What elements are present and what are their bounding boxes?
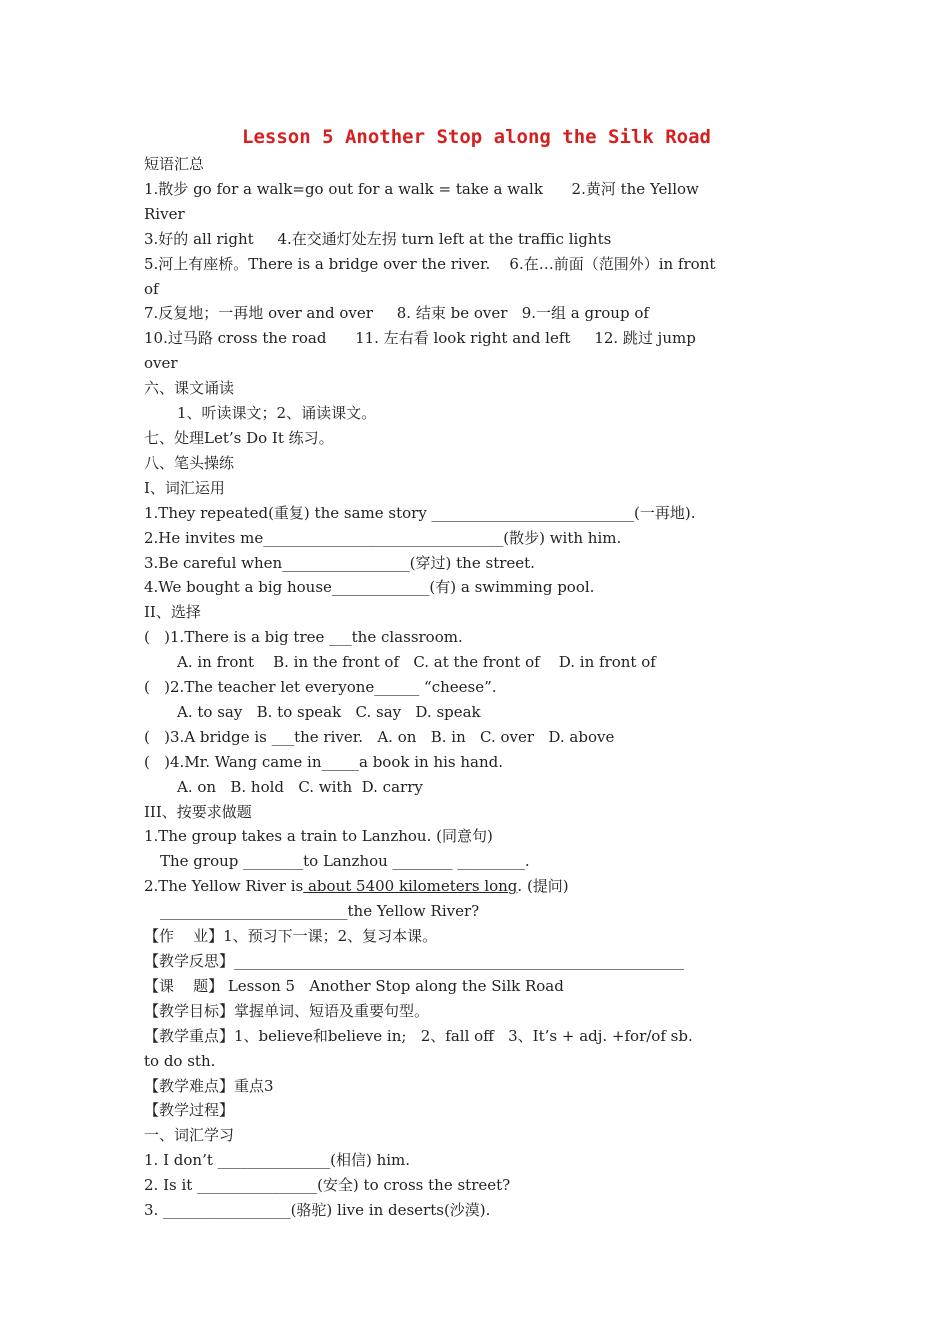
line-text: River — [144, 204, 185, 223]
document-line — [144, 675, 809, 700]
document-line — [144, 874, 809, 899]
line-text: _________________________the Yellow River? — [160, 902, 480, 921]
line-text: 一、词汇学习 — [144, 1126, 235, 1145]
line-text: 短语汇总 — [144, 155, 205, 173]
document-line — [144, 725, 809, 750]
line-text: to do sth. — [144, 1051, 216, 1070]
line-text: 【课 题】 Lesson 5 Another Stop along the Silk Road — [144, 976, 564, 995]
line-text: 4.We bought a big house_____________(有) a swimming pool. — [144, 578, 595, 597]
document-line — [144, 476, 809, 501]
line-text: ( )2.The teacher let everyone______ “cheese”. — [144, 678, 497, 697]
document-line — [144, 974, 809, 999]
document-line — [144, 351, 809, 376]
line-text: 1. I don’t _______________(相信) him. — [144, 1151, 411, 1170]
document-title: Lesson 5 Another Stop along the Silk Road — [242, 126, 711, 148]
line-text: III、按要求做题 — [144, 802, 252, 821]
document-line — [144, 1198, 809, 1223]
document-line — [144, 1098, 809, 1123]
line-text: over — [144, 354, 178, 373]
document-line — [144, 775, 809, 800]
line-text: of — [144, 279, 159, 298]
line-text: 【教学目标】掌握单词、短语及重要句型。 — [144, 1001, 430, 1020]
document-line — [144, 700, 809, 725]
document-line — [144, 824, 809, 849]
line-text: 【教学反思】____________________________________________________________ — [144, 952, 685, 970]
line-text-after: . (提问) — [517, 877, 569, 896]
line-text: 【教学过程】 — [144, 1101, 235, 1120]
line-text: 10.过马路 cross the road 11. 左右看 look right and left 12. 跳过 jump — [144, 329, 696, 348]
line-text: 七、处理Let’s Do It 练习。 — [144, 428, 334, 447]
line-text: 1.The group takes a train to Lanzhou. (同意句) — [144, 827, 493, 846]
document-line — [144, 1074, 809, 1099]
document-line — [144, 252, 809, 277]
line-text: 3.好的 all right 4.在交通灯处左拐 turn left at the traffic lights — [144, 229, 612, 248]
underlined-answer: about 5400 kilometers long — [303, 877, 518, 896]
document-line — [144, 625, 809, 650]
document-body — [144, 152, 809, 1223]
line-text: 六、课文诵读 — [144, 379, 235, 398]
document-line — [144, 924, 809, 949]
document-line — [144, 526, 809, 551]
document-line — [144, 1173, 809, 1198]
document-line — [144, 152, 809, 177]
line-text: ( )1.There is a big tree ___the classroom. — [144, 628, 463, 647]
line-text: I、词汇运用 — [144, 478, 225, 497]
document-line — [144, 849, 809, 874]
document-line — [144, 949, 809, 974]
document-line — [144, 999, 809, 1024]
document-line — [144, 1123, 809, 1148]
document-line — [144, 401, 809, 426]
document-line — [144, 899, 809, 924]
document-line — [144, 177, 809, 202]
line-text: 7.反复地；一再地 over and over 8. 结束 be over 9.一组 a group of — [144, 304, 649, 323]
line-text: 3.Be careful when_________________(穿过) the street. — [144, 553, 535, 572]
line-text: 1、听读课文；2、诵读课文。 — [177, 404, 377, 423]
line-text: A. in front B. in the front of C. at the front of D. in front of — [177, 653, 656, 672]
document-line — [144, 326, 809, 351]
line-text: 【教学难点】重点3 — [144, 1076, 274, 1095]
line-text: 1.They repeated(重复) the same story ___________________________(一再地). — [144, 503, 696, 522]
document-line — [144, 650, 809, 675]
document-line — [144, 277, 809, 302]
document-page — [144, 122, 809, 1223]
document-line — [144, 1049, 809, 1074]
document-line — [144, 600, 809, 625]
document-line — [144, 376, 809, 401]
line-text: 1.散步 go for a walk=go out for a walk = take a walk 2.黄河 the Yellow — [144, 179, 699, 198]
line-text: 2. Is it ________________(安全) to cross the street? — [144, 1176, 511, 1195]
document-line — [144, 575, 809, 600]
line-text: A. on B. hold C. with D. carry — [177, 777, 423, 796]
document-line — [144, 1148, 809, 1173]
line-text: ( )4.Mr. Wang came in_____a book in his hand. — [144, 752, 504, 771]
line-text: A. to say B. to speak C. say D. speak — [177, 702, 481, 721]
document-line — [144, 426, 809, 451]
line-text: 5.河上有座桥。There is a bridge over the river. 6.在…前面（范围外）in front — [144, 254, 716, 273]
document-line — [144, 551, 809, 576]
line-text: 2.The Yellow River is — [144, 877, 304, 896]
document-line — [144, 501, 809, 526]
document-line — [144, 227, 809, 252]
line-text: 【教学重点】1、believe和believe in; 2、fall off 3、It’s + adj. +for/of sb. — [144, 1026, 693, 1045]
document-line — [144, 800, 809, 825]
line-text: 2.He invites me________________________________(散步) with him. — [144, 528, 622, 547]
line-text: II、选择 — [144, 603, 201, 622]
line-text: The group ________to Lanzhou ________ _________. — [160, 852, 530, 871]
line-text: ( )3.A bridge is ___the river. A. on B. in C. over D. above — [144, 727, 615, 746]
line-text: 3. _________________(骆驼) live in deserts(沙漠). — [144, 1201, 491, 1220]
line-text: 【作 业】1、预习下一课；2、复习本课。 — [144, 927, 438, 946]
document-line — [144, 451, 809, 476]
document-line — [144, 1024, 809, 1049]
line-text: 八、笔头操练 — [144, 453, 235, 472]
document-line — [144, 202, 809, 227]
document-line — [144, 301, 809, 326]
document-line — [144, 750, 809, 775]
